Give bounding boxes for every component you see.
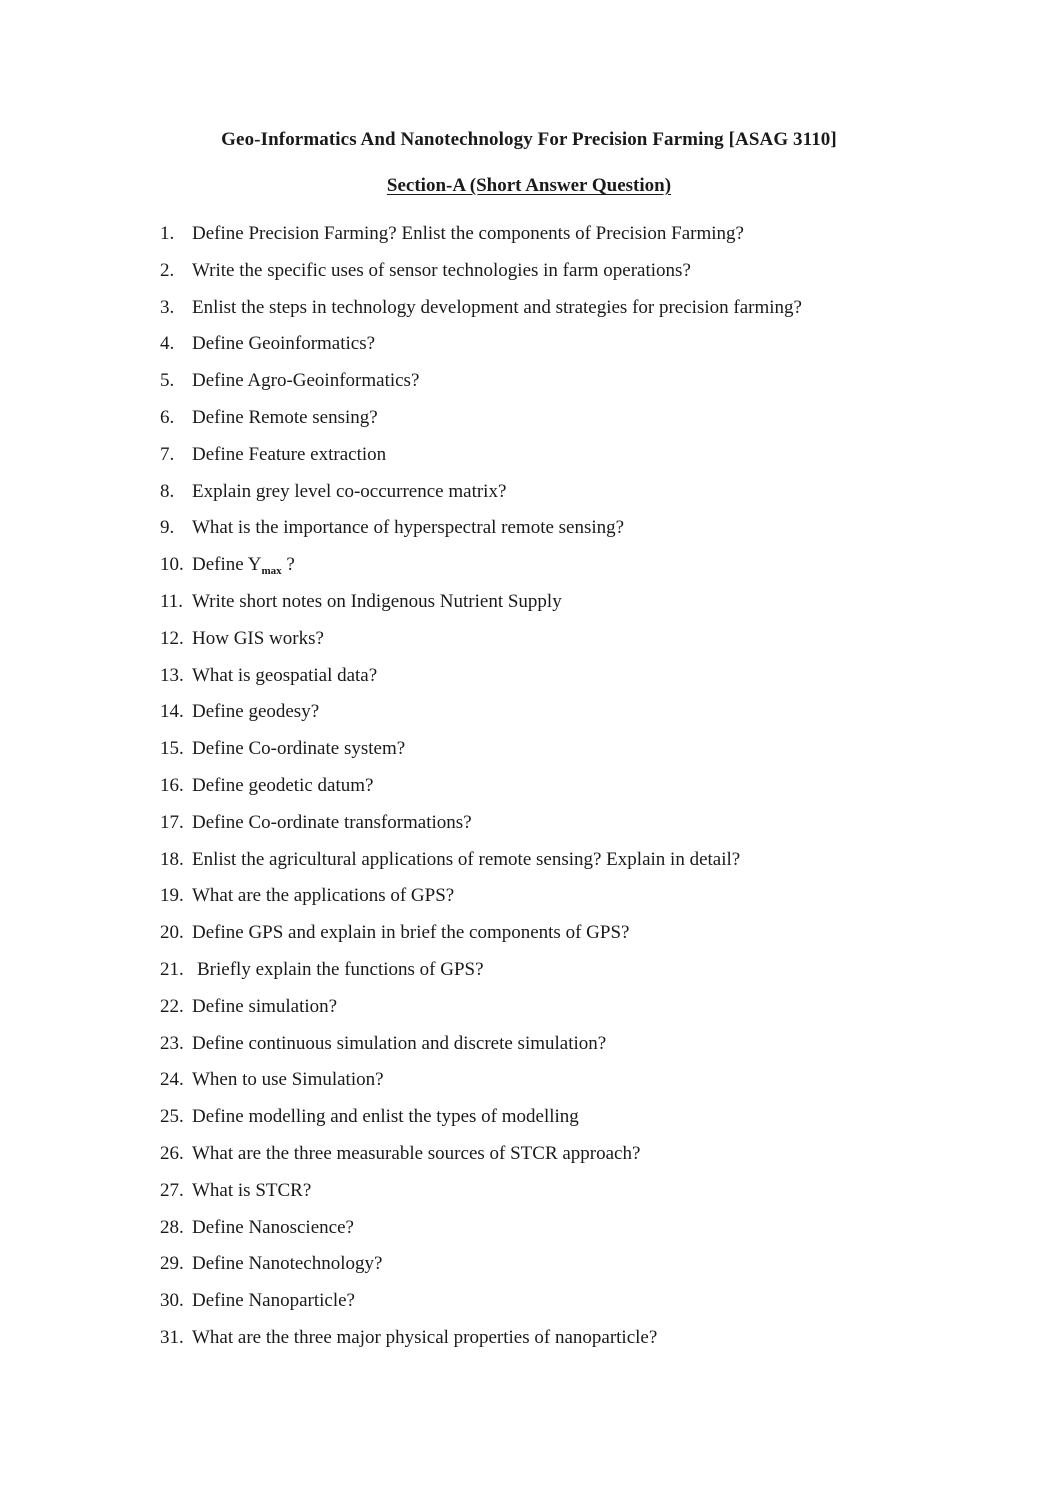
question-item [160, 1177, 960, 1214]
question-item [160, 588, 960, 625]
question-number: 21. [160, 958, 184, 980]
question-text: What is geospatial data? [192, 664, 378, 686]
question-text: Define Nanoscience? [192, 1216, 354, 1238]
question-text: What is STCR? [192, 1179, 312, 1201]
question-item [160, 551, 960, 588]
question-item [160, 1324, 960, 1361]
question-item [160, 993, 960, 1030]
question-number: 29. [160, 1253, 184, 1275]
question-number: 14. [160, 701, 184, 723]
question-number: 3. [160, 296, 175, 318]
question-item [160, 1103, 960, 1140]
question-text: Define Remote sensing? [192, 406, 378, 428]
question-text: Define geodetic datum? [192, 774, 374, 796]
question-text-before: Define Y [192, 554, 262, 576]
question-text: Define Co-ordinate transformations? [192, 811, 472, 833]
question-text: Define simulation? [192, 995, 338, 1017]
document-title: Geo-Informatics And Nanotechnology For Precision Farming [ASAG 3110] [221, 129, 837, 150]
question-item [160, 1287, 960, 1324]
question-number: 16. [160, 774, 184, 796]
question-number: 26. [160, 1142, 184, 1164]
question-text: Write the specific uses of sensor technologies in farm operations? [192, 259, 691, 281]
question-number: 5. [160, 370, 175, 392]
question-item [160, 441, 960, 478]
question-text: Define continuous simulation and discrete simulation? [192, 1032, 607, 1054]
question-text: Enlist the agricultural applications of remote sensing? Explain in detail? [192, 848, 741, 870]
question-text: When to use Simulation? [192, 1069, 384, 1091]
question-text: What are the applications of GPS? [192, 885, 455, 907]
question-item [160, 367, 960, 404]
section-heading: Section-A (Short Answer Question) [386, 175, 672, 196]
question-number: 17. [160, 811, 184, 833]
question-item [160, 220, 960, 257]
question-number: 10. [160, 554, 184, 576]
question-text: How GIS works? [192, 627, 324, 649]
question-number: 31. [160, 1326, 184, 1348]
question-item [160, 809, 960, 846]
question-number: 7. [160, 443, 175, 465]
question-text: Define Nanotechnology? [192, 1253, 383, 1275]
question-number: 6. [160, 406, 175, 428]
question-item [160, 1140, 960, 1177]
question-number: 19. [160, 885, 184, 907]
question-text: Define modelling and enlist the types of modelling [192, 1106, 579, 1128]
question-number: 2. [160, 259, 175, 281]
question-item [160, 882, 960, 919]
question-item [160, 404, 960, 441]
question-text: Define Nanoparticle? [192, 1290, 355, 1312]
question-number: 24. [160, 1069, 184, 1091]
question-text [192, 551, 295, 588]
question-item [160, 698, 960, 735]
question-number: 13. [160, 664, 184, 686]
question-text: What are the three measurable sources of STCR approach? [192, 1142, 641, 1164]
question-list [160, 220, 960, 1361]
question-item [160, 735, 960, 772]
question-item [160, 662, 960, 699]
question-number: 28. [160, 1216, 184, 1238]
question-number: 22. [160, 995, 184, 1017]
question-text: Define Precision Farming? Enlist the components of Precision Farming? [192, 223, 744, 244]
question-item [160, 772, 960, 809]
question-item [160, 1066, 960, 1103]
question-number: 4. [160, 333, 175, 355]
question-item [160, 919, 960, 956]
question-item [160, 1030, 960, 1067]
question-item [160, 625, 960, 662]
question-number: 1. [160, 223, 175, 244]
question-number: 20. [160, 922, 184, 944]
question-text: Define Co-ordinate system? [192, 738, 406, 760]
question-item [160, 846, 960, 883]
question-number: 12. [160, 627, 184, 649]
question-number: 11. [160, 590, 184, 612]
question-text: Enlist the steps in technology development and strategies for precision farming? [192, 296, 802, 318]
question-item [160, 1214, 960, 1251]
question-number: 8. [160, 480, 175, 502]
subscript-max: max [261, 565, 282, 578]
question-item [160, 330, 960, 367]
question-item [160, 257, 960, 294]
question-item [160, 478, 960, 515]
question-item [160, 956, 960, 993]
question-text: Define Geoinformatics? [192, 333, 376, 355]
question-text: Define GPS and explain in brief the components of GPS? [192, 922, 630, 944]
question-number: 23. [160, 1032, 184, 1054]
question-number: 9. [160, 517, 175, 539]
question-text: Explain grey level co-occurrence matrix? [192, 480, 507, 502]
question-text: Define geodesy? [192, 701, 320, 723]
question-number: 30. [160, 1290, 184, 1312]
question-text: Define Agro-Geoinformatics? [192, 370, 420, 392]
question-text: What are the three major physical properties of nanoparticle? [192, 1326, 658, 1348]
question-text: What is the importance of hyperspectral remote sensing? [192, 517, 625, 539]
question-number: 25. [160, 1106, 184, 1128]
question-number: 27. [160, 1179, 184, 1201]
question-text: Define Feature extraction [192, 443, 387, 465]
question-text: Briefly explain the functions of GPS? [197, 958, 484, 980]
question-item [160, 1250, 960, 1287]
question-text-after: ? [281, 554, 295, 576]
question-item [160, 294, 960, 331]
question-number: 15. [160, 738, 184, 760]
question-number: 18. [160, 848, 184, 870]
question-item [160, 514, 960, 551]
question-text: Write short notes on Indigenous Nutrient Supply [192, 590, 562, 612]
